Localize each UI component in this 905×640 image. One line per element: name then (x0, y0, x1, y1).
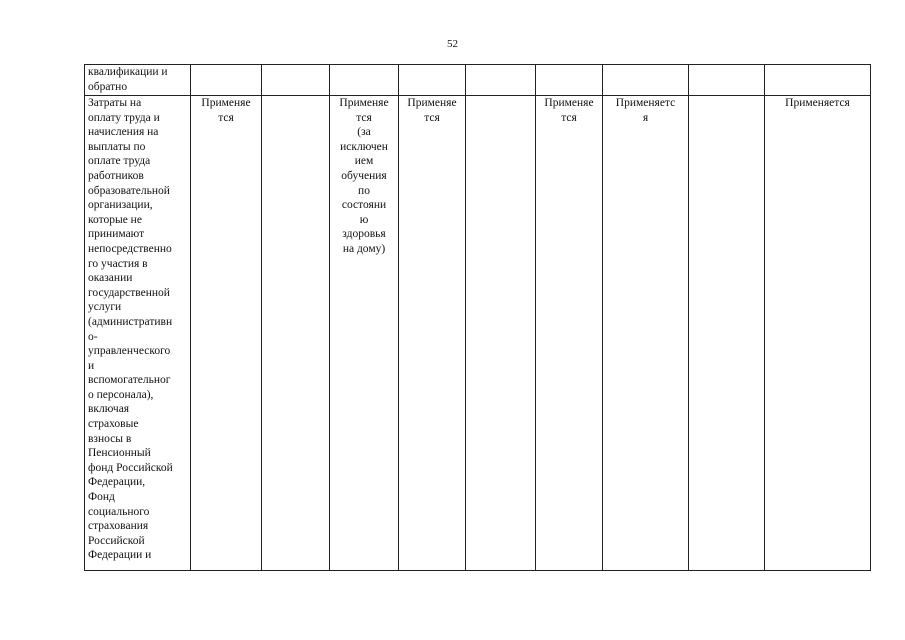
row-label: квалификации и обратно (85, 65, 191, 96)
table-cell (466, 65, 536, 96)
table-cell: Применяе тся (191, 96, 262, 571)
table-cell (765, 65, 871, 96)
row-label: Затраты на оплату труда и начисления на выплаты по оплате труда работников образовательной организации, которые не принимают непосредственно го участия в оказании государственной услуги (административн о- управленческого и вспомогательног о персонала), включая страховые взносы в Пенсионный фонд Российской Федерации, Фонд социального страхования Российской Федерации и (85, 96, 191, 571)
table-cell (603, 65, 689, 96)
table-row-labor-costs (85, 96, 871, 571)
table-row-continuation (85, 65, 871, 96)
page-number: 52 (447, 38, 458, 50)
table-cell: Применяется (765, 96, 871, 571)
table-cell (466, 96, 536, 571)
table-cell: Применяе тся (536, 96, 603, 571)
requirements-table (84, 64, 871, 571)
table-cell: Применяе тся (за исключен ием обучения по состояни ю здоровья на дому) (330, 96, 399, 571)
table-cell (330, 65, 399, 96)
table-cell: Применяе тся (399, 96, 466, 571)
table-cell (262, 65, 330, 96)
table-cell (689, 96, 765, 571)
table-cell: Применяетс я (603, 96, 689, 571)
table-cell (262, 96, 330, 571)
table-cell (689, 65, 765, 96)
table-cell (536, 65, 603, 96)
table-cell (191, 65, 262, 96)
table-cell (399, 65, 466, 96)
